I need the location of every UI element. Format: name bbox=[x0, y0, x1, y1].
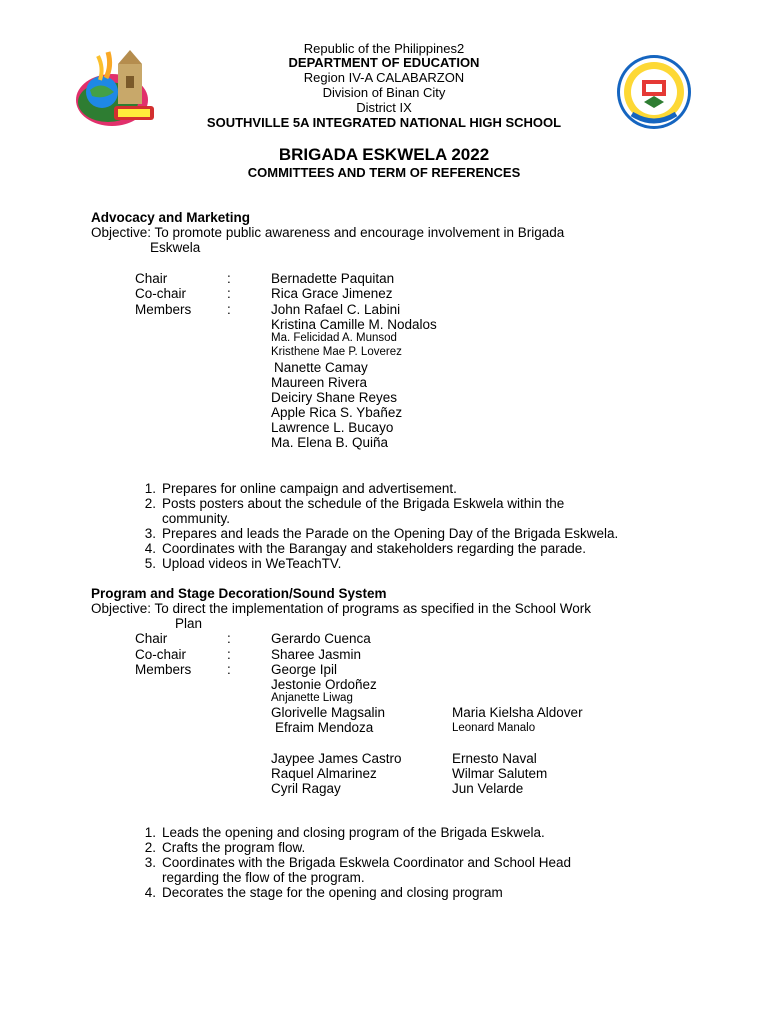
header-region: Region IV-A CALABARZON bbox=[303, 70, 465, 85]
chair-name: Bernadette Paquitan bbox=[271, 271, 395, 286]
member-name: Jestonie Ordoñez bbox=[271, 677, 377, 692]
member-name: Raquel Almarinez bbox=[271, 766, 377, 781]
member-name: Ma. Elena B. Quiña bbox=[271, 435, 389, 450]
member-name: John Rafael C. Labini bbox=[271, 302, 401, 317]
member-name: Kristina Camille M. Nodalos bbox=[271, 317, 437, 332]
chair-label: Chair bbox=[135, 271, 168, 286]
task-item bbox=[144, 840, 306, 855]
task-number: 1. bbox=[144, 825, 156, 840]
member-name: Lawrence L. Bucayo bbox=[271, 420, 394, 435]
header-district: District IX bbox=[356, 100, 412, 115]
task-item bbox=[144, 885, 503, 900]
members-label: Members bbox=[135, 302, 192, 317]
task-number: 4. bbox=[144, 541, 156, 556]
task-text: Leads the opening and closing program of the Brigada Eskwela. bbox=[162, 825, 545, 840]
colon: : bbox=[227, 647, 231, 662]
member-name: Leonard Manalo bbox=[452, 722, 536, 734]
document-subtitle: COMMITTEES AND TERM OF REFERENCES bbox=[247, 165, 521, 180]
section-heading: Advocacy and Marketing bbox=[91, 210, 251, 225]
cochair-name: Sharee Jasmin bbox=[271, 647, 362, 662]
member-name: Anjanette Liwag bbox=[271, 692, 353, 704]
members-label: Members bbox=[135, 662, 192, 677]
chair-name: Gerardo Cuenca bbox=[271, 631, 371, 646]
task-number: 2. bbox=[144, 496, 156, 511]
task-number: 4. bbox=[144, 885, 156, 900]
colon: : bbox=[227, 662, 231, 677]
task-text: Coordinates with the Barangay and stakeholders regarding the parade. bbox=[162, 541, 587, 556]
task-number: 3. bbox=[144, 526, 156, 541]
member-name: Ernesto Naval bbox=[452, 751, 537, 766]
task-item bbox=[144, 825, 545, 840]
member-name: George Ipil bbox=[271, 662, 338, 677]
section-objective: Objective: To direct the implementation of programs as specified in the School Work bbox=[91, 601, 591, 616]
task-item bbox=[144, 481, 457, 496]
member-name: Apple Rica S. Ybañez bbox=[271, 405, 403, 420]
member-name: Nanette Camay bbox=[274, 360, 368, 375]
header-division: Division of Binan City bbox=[322, 85, 446, 100]
colon: : bbox=[227, 271, 231, 286]
colon: : bbox=[227, 286, 231, 301]
task-text: Upload videos in WeTeachTV. bbox=[162, 556, 342, 571]
section-objective-cont: Plan bbox=[175, 616, 203, 631]
task-number: 1. bbox=[144, 481, 156, 496]
colon: : bbox=[227, 302, 231, 317]
task-item bbox=[144, 541, 587, 556]
task-text: Crafts the program flow. bbox=[162, 840, 306, 855]
task-text: Decorates the stage for the opening and closing program bbox=[162, 885, 503, 900]
header-department: DEPARTMENT OF EDUCATION bbox=[288, 55, 480, 70]
task-item bbox=[144, 556, 342, 571]
member-name: Jaypee James Castro bbox=[271, 751, 402, 766]
task-number: 3. bbox=[144, 855, 156, 870]
cochair-label: Co-chair bbox=[135, 286, 187, 301]
task-number: 5. bbox=[144, 556, 156, 571]
section-objective-cont: Eskwela bbox=[150, 240, 201, 255]
cochair-label: Co-chair bbox=[135, 647, 187, 662]
task-number: 2. bbox=[144, 840, 156, 855]
task-text: community. bbox=[162, 511, 231, 526]
member-name: Jun Velarde bbox=[452, 781, 524, 796]
section-heading: Program and Stage Decoration/Sound System bbox=[91, 586, 387, 601]
member-name: Maria Kielsha Aldover bbox=[452, 705, 583, 720]
colon: : bbox=[227, 631, 231, 646]
section-objective: Objective: To promote public awareness and encourage involvement in Brigada bbox=[91, 225, 565, 240]
member-name: Maureen Rivera bbox=[271, 375, 368, 390]
task-item bbox=[144, 526, 619, 541]
task-item bbox=[144, 496, 565, 511]
document-title: BRIGADA ESKWELA 2022 bbox=[278, 145, 490, 164]
member-name: Efraim Mendoza bbox=[275, 720, 374, 735]
task-text: Coordinates with the Brigada Eskwela Coordinator and School Head bbox=[162, 855, 571, 870]
task-text: regarding the flow of the program. bbox=[162, 870, 365, 885]
member-name: Deiciry Shane Reyes bbox=[271, 390, 398, 405]
member-name: Ma. Felicidad A. Munsod bbox=[271, 332, 397, 344]
task-text: Prepares and leads the Parade on the Opening Day of the Brigada Eskwela. bbox=[162, 526, 619, 541]
task-item-cont bbox=[162, 511, 230, 526]
task-item bbox=[144, 855, 571, 870]
task-text: Posts posters about the schedule of the Brigada Eskwela within the bbox=[162, 496, 565, 511]
cochair-name: Rica Grace Jimenez bbox=[271, 286, 393, 301]
member-name: Glorivelle Magsalin bbox=[271, 705, 386, 720]
member-name: Cyril Ragay bbox=[271, 781, 341, 796]
task-text: Prepares for online campaign and advertisement. bbox=[162, 481, 457, 496]
member-name: Wilmar Salutem bbox=[452, 766, 548, 781]
task-item-cont bbox=[162, 870, 365, 885]
header-republic: Republic of the Philippines2 bbox=[303, 41, 465, 56]
header-school: SOUTHVILLE 5A INTEGRATED NATIONAL HIGH SCHOOL bbox=[206, 115, 562, 130]
member-name: Kristhene Mae P. Loverez bbox=[271, 346, 402, 358]
chair-label: Chair bbox=[135, 631, 168, 646]
